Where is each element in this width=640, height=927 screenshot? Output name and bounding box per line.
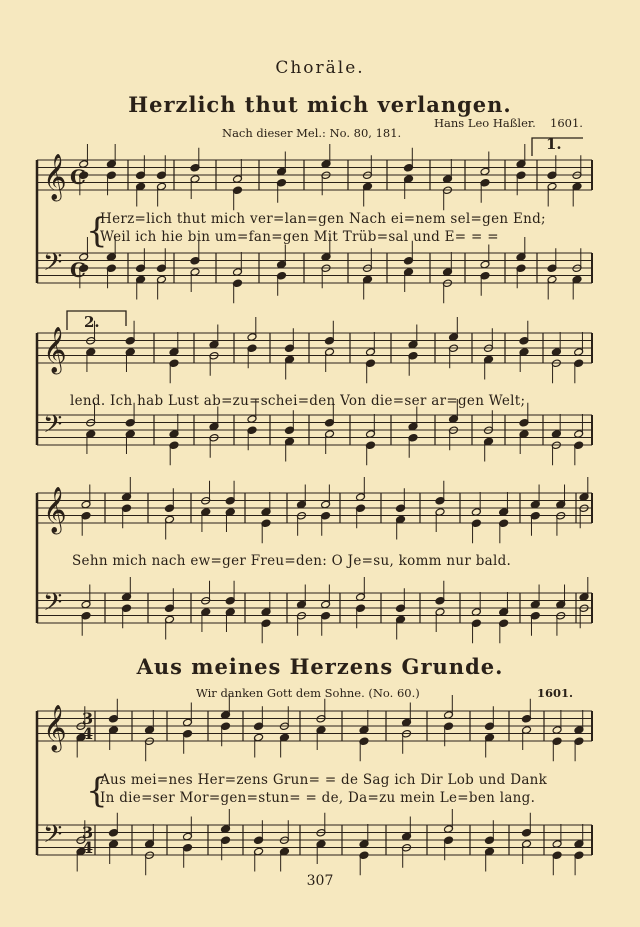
time-signature-bottom: 4 xyxy=(82,724,94,743)
common-time: C xyxy=(70,258,86,282)
year-2: 1601. xyxy=(537,686,574,700)
volta-2-label: 2. xyxy=(84,313,100,331)
bass-clef: 𝄢 xyxy=(43,588,63,623)
lyric-line-3: lend. Ich hab Lust ab=zu=schei=den Von die=ser ar=gen Welt; xyxy=(70,393,526,409)
page-number: 307 xyxy=(306,873,334,889)
lyric-brace: { xyxy=(86,771,108,811)
time-signature-top: 3 xyxy=(82,709,94,728)
common-time: C xyxy=(70,165,86,189)
bass-clef: 𝄢 xyxy=(43,410,63,445)
year-1: 1601. xyxy=(550,116,583,130)
composer-1: Hans Leo Haßler. xyxy=(434,116,536,130)
lyric-brace: { xyxy=(86,211,108,251)
treble-clef: 𝄞 xyxy=(43,705,67,751)
time-signature-top: 3 xyxy=(82,823,94,842)
lyric-line-6: In die=ser Mor=gen=stun= = de, Da=zu mein Le=ben lang. xyxy=(100,790,536,806)
lyric-line-4: Sehn mich nach ew=ger Freu=den: O Je=su, komm nur bald. xyxy=(72,553,512,569)
time-signature-bottom: 4 xyxy=(82,838,94,857)
section-heading: Choräle. xyxy=(275,58,365,78)
melody-reference-1: Nach dieser Mel.: No. 80, 181. xyxy=(222,126,402,140)
treble-clef: 𝄞 xyxy=(43,327,67,373)
treble-clef: 𝄞 xyxy=(43,487,67,533)
lyric-line-1: Herz=lich thut mich ver=lan=gen Nach ei=nem sel=gen End; xyxy=(100,211,546,227)
lyric-line-5: Aus mei=nes Her=zens Grun= = de Sag ich Dir Lob und Dank xyxy=(100,772,548,788)
treble-clef: 𝄞 xyxy=(43,154,67,200)
melody-reference-2: Wir danken Gott dem Sohne. (No. 60.) xyxy=(196,686,420,700)
bass-clef: 𝄢 xyxy=(43,248,63,283)
hymn-title-2: Aus meines Herzens Grunde. xyxy=(136,654,504,679)
lyric-line-2: Weil ich hie bin um=fan=gen Mit Trüb=sal und E= = = xyxy=(100,229,499,245)
bass-clef: 𝄢 xyxy=(43,820,63,855)
hymn-title-1: Herzlich thut mich verlangen. xyxy=(128,92,512,117)
volta-1-label: 1. xyxy=(546,135,562,153)
